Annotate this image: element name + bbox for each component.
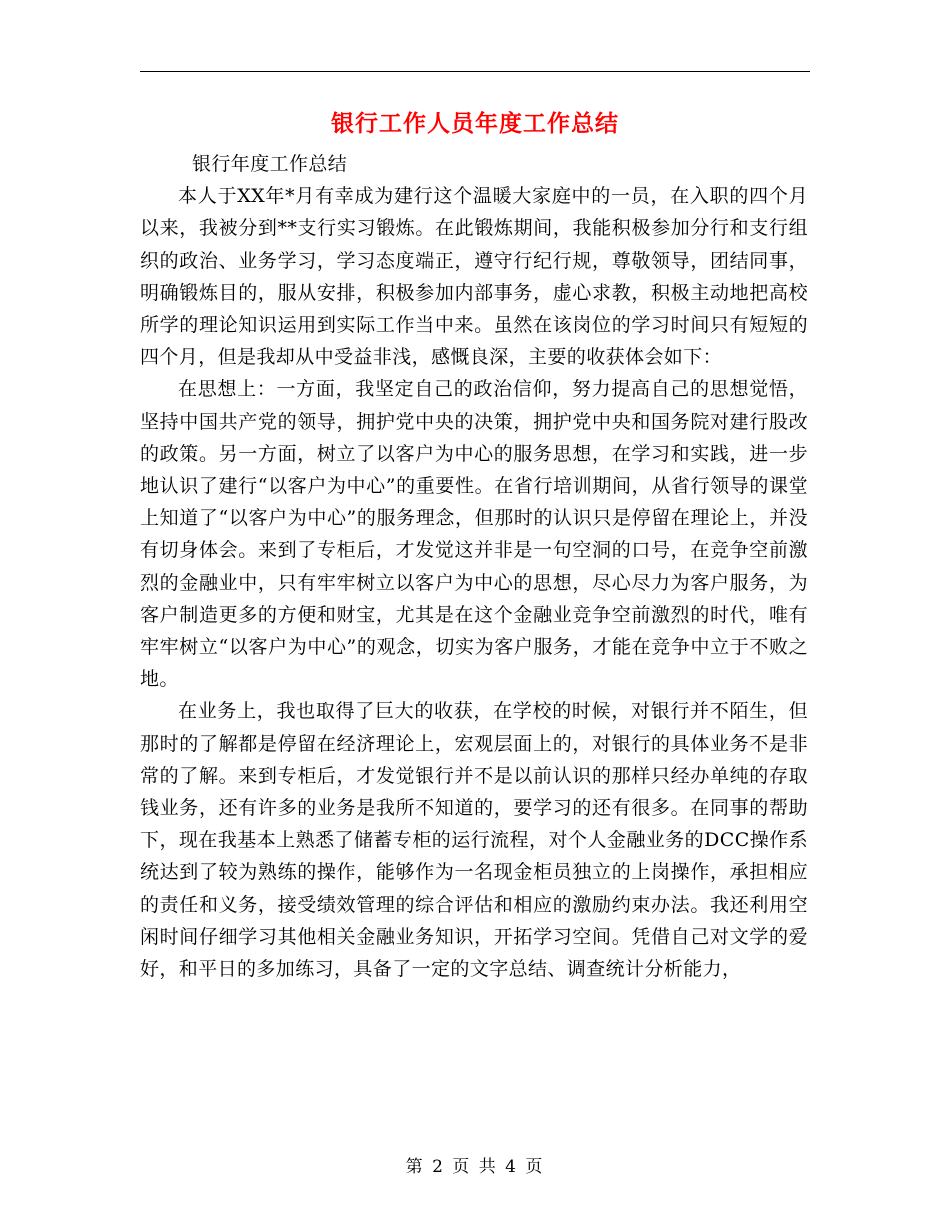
- paragraph-ideology: 在思想上：一方面，我坚定自己的政治信仰，努力提高自己的思想觉悟，坚持中国共产党的领导，拥护党中央的决策，拥护党中央和国务院对建行股改的政策。另一方面，树立了以客户为中心的服务思想，在学习和实践，进一步地认识了建行“以客户为中心”的重要性。在省行培训期间，从省行领导的课堂上知道了“以客户为中心”的服务理念，但那时的认识只是停留在理论上，并没有切身体会。来到了专柜后，才发觉这并非是一句空洞的口号，在竞争空前激烈的金融业中，只有牢牢树立以客户为中心的思想，尽心尽力为客户服务，为客户制造更多的方便和财宝，尤其是在这个金融业竞争空前激烈的时代，唯有牢牢树立“以客户为中心”的观念，切实为客户服务，才能在竞争中立于不败之地。: [140, 378, 808, 691]
- header-rule: [140, 71, 810, 72]
- paragraph-business: 在业务上，我也取得了巨大的收获，在学校的时候，对银行并不陌生，但那时的了解都是停留在经济理论上，宏观层面上的，对银行的具体业务不是非常的了解。来到专柜后，才发觉银行并不是以前认识的那样只经办单纯的存取钱业务，还有许多的业务是我所不知道的，要学习的还有很多。在同事的帮助下，现在我基本上熟悉了储蓄专柜的运行流程，对个人金融业务的DCC操作系统达到了较为熟练的操作，能够作为一名现金柜员独立的上岗操作，承担相应的责任和义务，接受绩效管理的综合评估和相应的激励约束办法。我还利用空闲时间仔细学习其他相关金融业务知识，开拓学习空间。凭借自己对文学的爱好，和平日的多加练习，具备了一定的文字总结、调查统计分析能力，: [140, 700, 808, 981]
- document-body: [140, 148, 808, 985]
- page-number-footer: 第 2 页 共 4 页: [405, 1157, 545, 1177]
- document-subtitle: 银行年度工作总结: [192, 153, 348, 175]
- paragraph-intro: 本人于XX年*月有幸成为建行这个温暖大家庭中的一员，在入职的四个月以来，我被分到**支行实习锻炼。在此锻炼期间，我能积极参加分行和支行组织的政治、业务学习，学习态度端正，遵守行纪行规，尊敬领导，团结同事，明确锻炼目的，服从安排，积极参加内部事务，虚心求教，积极主动地把高校所学的理论知识运用到实际工作当中来。虽然在该岗位的学习时间只有短短的四个月，但是我却从中受益非浅，感慨良深，主要的收获体会如下：: [140, 185, 808, 369]
- document-title: 银行工作人员年度工作总结: [331, 110, 619, 137]
